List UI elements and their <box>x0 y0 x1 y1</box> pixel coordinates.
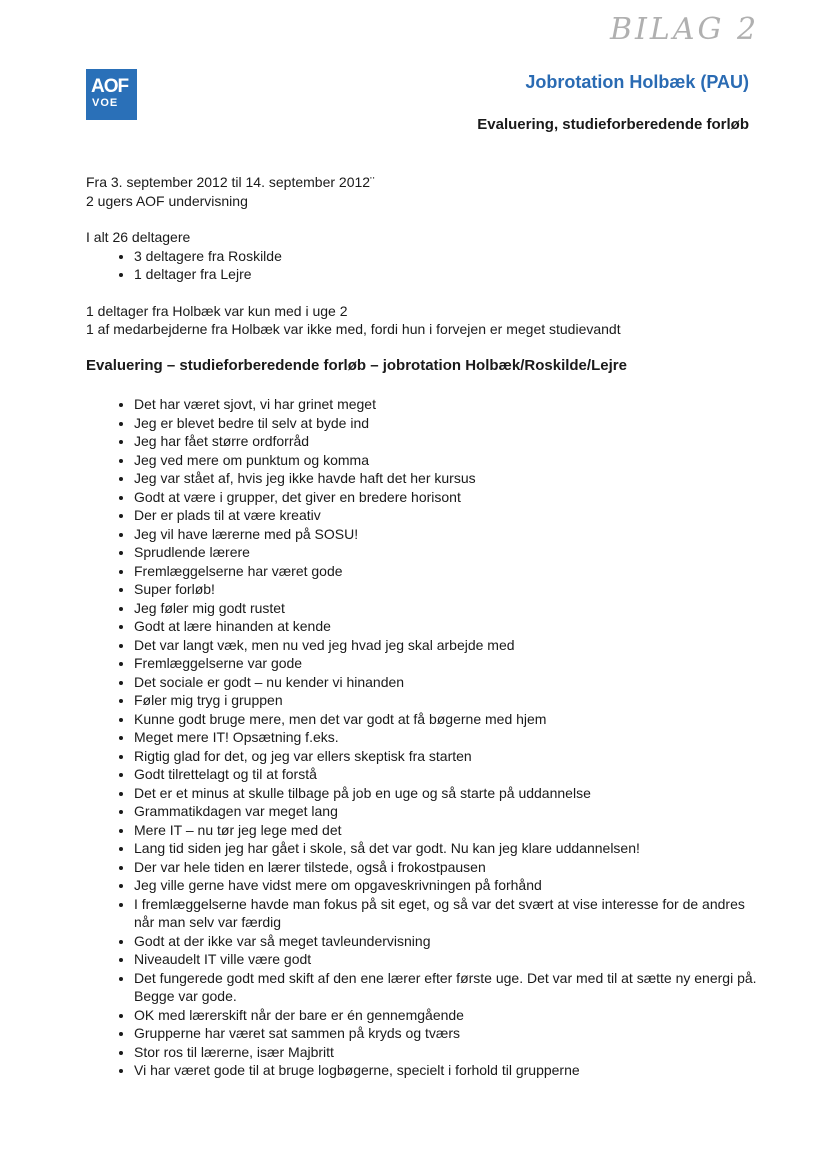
list-item: • Fremlæggelserne var gode <box>134 654 766 673</box>
list-item: • Jeg vil have lærerne med på SOSU! <box>134 525 766 544</box>
aof-logo <box>86 69 137 120</box>
list-item: • Grupperne har været sat sammen på kryds og tværs <box>134 1024 766 1043</box>
list-item: • Der er plads til at være kreativ <box>134 506 766 525</box>
participant-breakdown <box>86 247 766 284</box>
note: 1 deltager fra Holbæk var kun med i uge 2 <box>86 302 348 319</box>
note: 1 af medarbejderne fra Holbæk var ikke med, fordi hun i forvejen er meget studievandt <box>86 321 621 337</box>
list-item: • Godt tilrettelagt og til at forstå <box>134 765 766 784</box>
list-item: • Kunne godt bruge mere, men det var godt at få bøgerne med hjem <box>134 710 766 729</box>
list-item: • Jeg er blevet bedre til selv at byde ind <box>134 414 766 433</box>
handwritten-stamp: BILAG 2 <box>610 12 760 47</box>
date-range: Fra 3. september 2012 til 14. september 2012¨ <box>86 174 375 190</box>
list-item: • Mere IT – nu tør jeg lege med det <box>134 821 766 840</box>
list-item: • Super forløb! <box>134 580 766 599</box>
logo-text-main: AOF <box>91 76 129 97</box>
list-item: • Sprudlende lærere <box>134 543 766 562</box>
participant-total: I alt 26 deltagere <box>86 229 191 245</box>
organization-title: Jobrotation Holbæk (PAU) <box>525 72 749 92</box>
intro-block <box>86 173 766 339</box>
section-heading: Evaluering – studieforberedende forløb – jobrotation Holbæk/Roskilde/Lejre <box>86 357 627 374</box>
logo-text-sub: VOE <box>92 97 119 109</box>
list-item: • 3 deltagere fra Roskilde <box>134 247 766 266</box>
list-item: • Det fungerede godt med skift af den ene lærer efter første uge. Det var med til at sætte ny energi på. Begge var gode. <box>134 969 766 1006</box>
list-item: • Godt at der ikke var så meget tavleundervisning <box>134 932 766 951</box>
list-item: • Jeg har fået større ordforråd <box>134 432 766 451</box>
list-item: • 1 deltager fra Lejre <box>134 265 766 284</box>
list-item: • Lang tid siden jeg har gået i skole, så det var godt. Nu kan jeg klare uddannelsen! <box>134 839 766 858</box>
document-subtitle: Evaluering, studieforberedende forløb <box>477 116 749 133</box>
list-item: • Fremlæggelserne har været gode <box>134 562 766 581</box>
list-item: • OK med lærerskift når der bare er én gennemgående <box>134 1006 766 1025</box>
list-item: • Det sociale er godt – nu kender vi hinanden <box>134 673 766 692</box>
list-item: • Rigtig glad for det, og jeg var ellers skeptisk fra starten <box>134 747 766 766</box>
list-item: • Grammatikdagen var meget lang <box>134 802 766 821</box>
list-item: • I fremlæggelserne havde man fokus på sit eget, og så var det svært at vise interesse for de andres når man selv var færdig <box>134 895 766 932</box>
list-item: • Meget mere IT! Opsætning f.eks. <box>134 728 766 747</box>
list-item: • Det har været sjovt, vi har grinet meget <box>134 395 766 414</box>
list-item: • Vi har været gode til at bruge logbøgerne, specielt i forhold til grupperne <box>134 1061 766 1080</box>
list-item: • Jeg var stået af, hvis jeg ikke havde haft det her kursus <box>134 469 766 488</box>
evaluation-comments <box>86 395 766 1080</box>
list-item: • Det var langt væk, men nu ved jeg hvad jeg skal arbejde med <box>134 636 766 655</box>
list-item: • Jeg ved mere om punktum og komma <box>134 451 766 470</box>
list-item: • Føler mig tryg i gruppen <box>134 691 766 710</box>
list-item: • Godt at være i grupper, det giver en bredere horisont <box>134 488 766 507</box>
list-item: • Stor ros til lærerne, især Majbritt <box>134 1043 766 1062</box>
list-item: • Godt at lære hinanden at kende <box>134 617 766 636</box>
list-item: • Det er et minus at skulle tilbage på job en uge og så starte på uddannelse <box>134 784 766 803</box>
list-item: • Jeg føler mig godt rustet <box>134 599 766 618</box>
duration: 2 ugers AOF undervisning <box>86 192 248 209</box>
list-item: • Der var hele tiden en lærer tilstede, også i frokostpausen <box>134 858 766 877</box>
list-item: • Jeg ville gerne have vidst mere om opgaveskrivningen på forhånd <box>134 876 766 895</box>
list-item: • Niveaudelt IT ville være godt <box>134 950 766 969</box>
